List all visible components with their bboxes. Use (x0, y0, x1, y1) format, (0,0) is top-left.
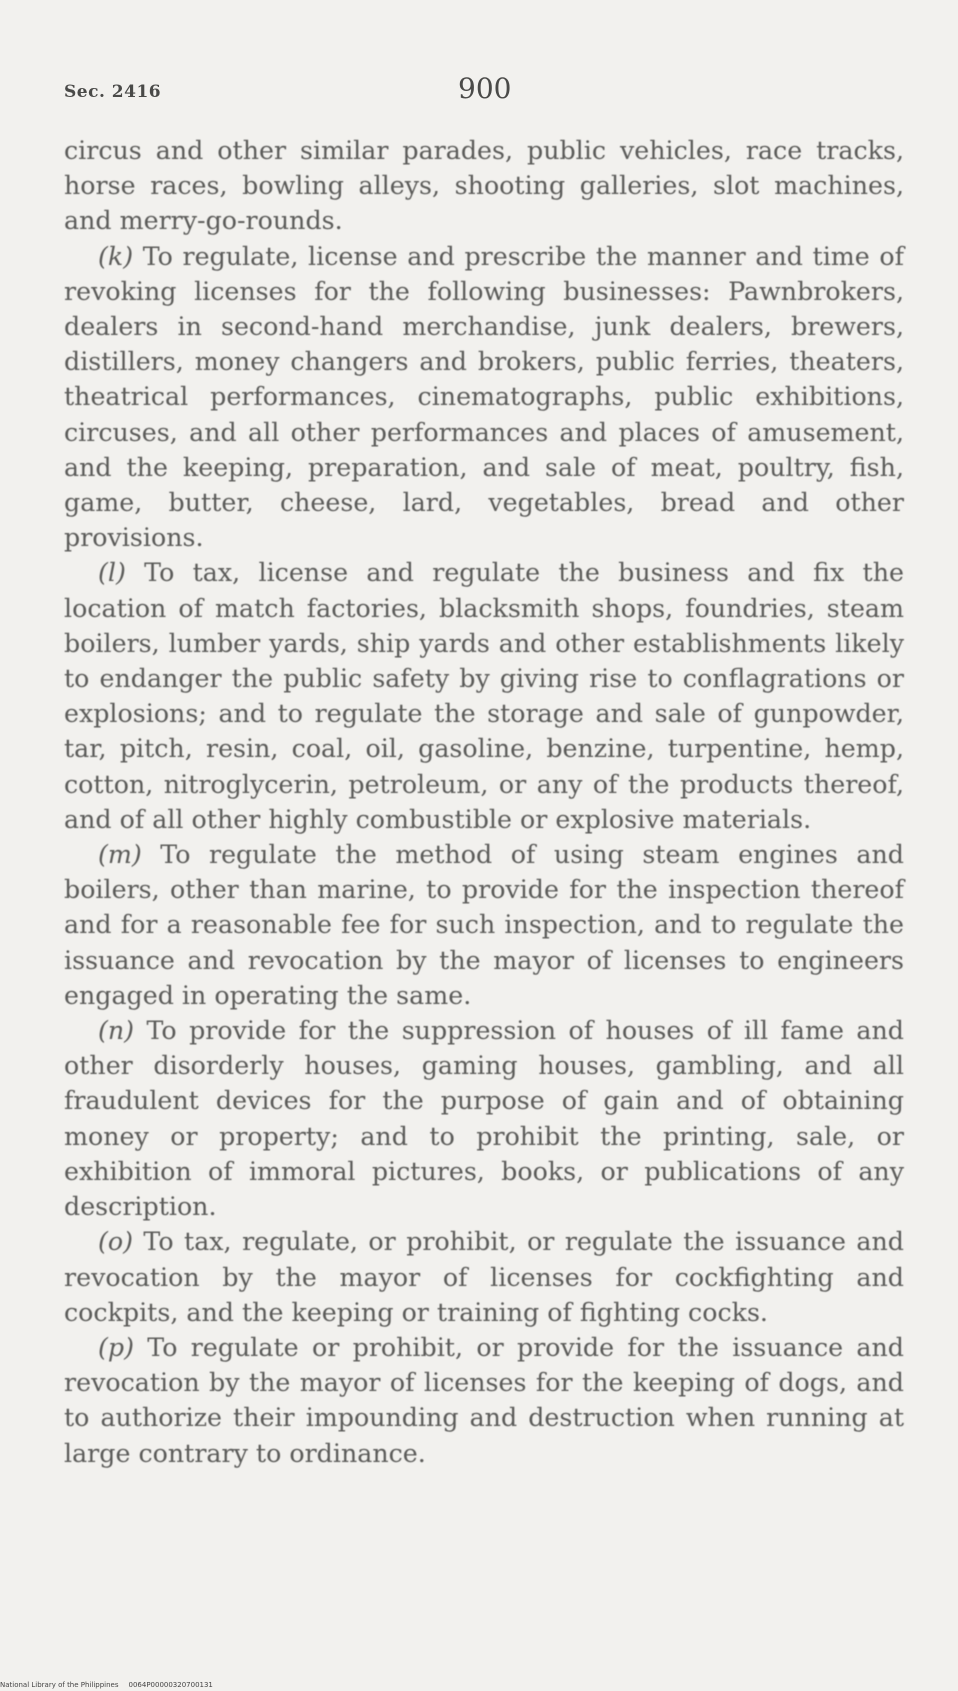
paragraph-o (64, 1224, 904, 1330)
paragraph-text: To tax, regulate, or prohibit, or regulate the issuance and revocation by the mayor of licenses for cockfighting and cockpits, and the keeping or training of fighting cocks. (64, 1227, 904, 1327)
paragraph-text: circus and other similar parades, public vehicles, race tracks, horse races, bowling alleys, shooting galleries, slot machines, and merry-go-rounds. (64, 136, 904, 236)
section-reference: Sec. 2416 (64, 82, 162, 102)
paragraph-marker: (n) (98, 1016, 135, 1046)
paragraph-text: To regulate the method of using steam engines and boilers, other than marine, to provide for the inspection thereof and for a reasonable fee for such inspection, and to regulate the issuance and revocation by the mayor of licenses to engineers engaged in operating the same. (64, 840, 904, 1010)
paragraph-l (64, 555, 904, 837)
library-credit: National Library of the Philippines (0, 1681, 119, 1689)
scan-code: 0064P00000320700131 (128, 1681, 213, 1689)
paragraph-text: To provide for the suppression of houses of ill fame and other disorderly houses, gaming houses, gambling, and all fraudulent devices for the purpose of gain and of obtaining money or property; and to prohibit the printing, sale, or exhibition of immoral pictures, books, or publications of any description. (64, 1016, 904, 1222)
paragraph-text: To regulate or prohibit, or provide for the issuance and revocation by the mayor of licenses for the keeping of dogs, and to authorize their impounding and destruction when running at large contrary to ordinance. (64, 1332, 904, 1468)
paragraph-text: To tax, license and regulate the business and fix the location of match factories, blacksmith shops, foundries, steam boilers, lumber yards, ship yards and other establishments likely to endanger the public safety by giving rise to conflagrations or explosions; and to regulate the storage and sale of gunpowder, tar, pitch, resin, coal, oil, gasoline, benzine, turpentine, hemp, cotton, nitroglycerin, petroleum, or any of the products thereof, and of all other highly combustible or explosive materials. (64, 558, 904, 834)
body-text (64, 133, 904, 1471)
paragraph-text: To regulate, license and prescribe the manner and time of revoking licenses for the following businesses: Pawnbrokers, dealers in second-hand merchandise, junk dealers, brewers, distillers, money changers and brokers, public ferries, theaters, theatrical performances, cinematographs, public exhibitions, circuses, and all other performances and places of amusement, and the keeping, preparation, and sale of meat, poultry, fish, game, butter, cheese, lard, vegetables, bread and other provisions. (64, 241, 904, 553)
page-header (64, 72, 904, 112)
paragraph-p (64, 1330, 904, 1471)
paragraph-k (64, 239, 904, 556)
paragraph-marker: (p) (98, 1332, 134, 1362)
paragraph-continuation (64, 133, 904, 239)
paragraph-marker: (k) (98, 241, 134, 271)
page-number: 900 (458, 72, 512, 105)
scan-footer (0, 1681, 213, 1689)
paragraph-n (64, 1013, 904, 1224)
paragraph-marker: (o) (98, 1227, 133, 1257)
paragraph-m (64, 837, 904, 1013)
paragraph-marker: (l) (98, 558, 126, 588)
paragraph-marker: (m) (98, 840, 142, 870)
